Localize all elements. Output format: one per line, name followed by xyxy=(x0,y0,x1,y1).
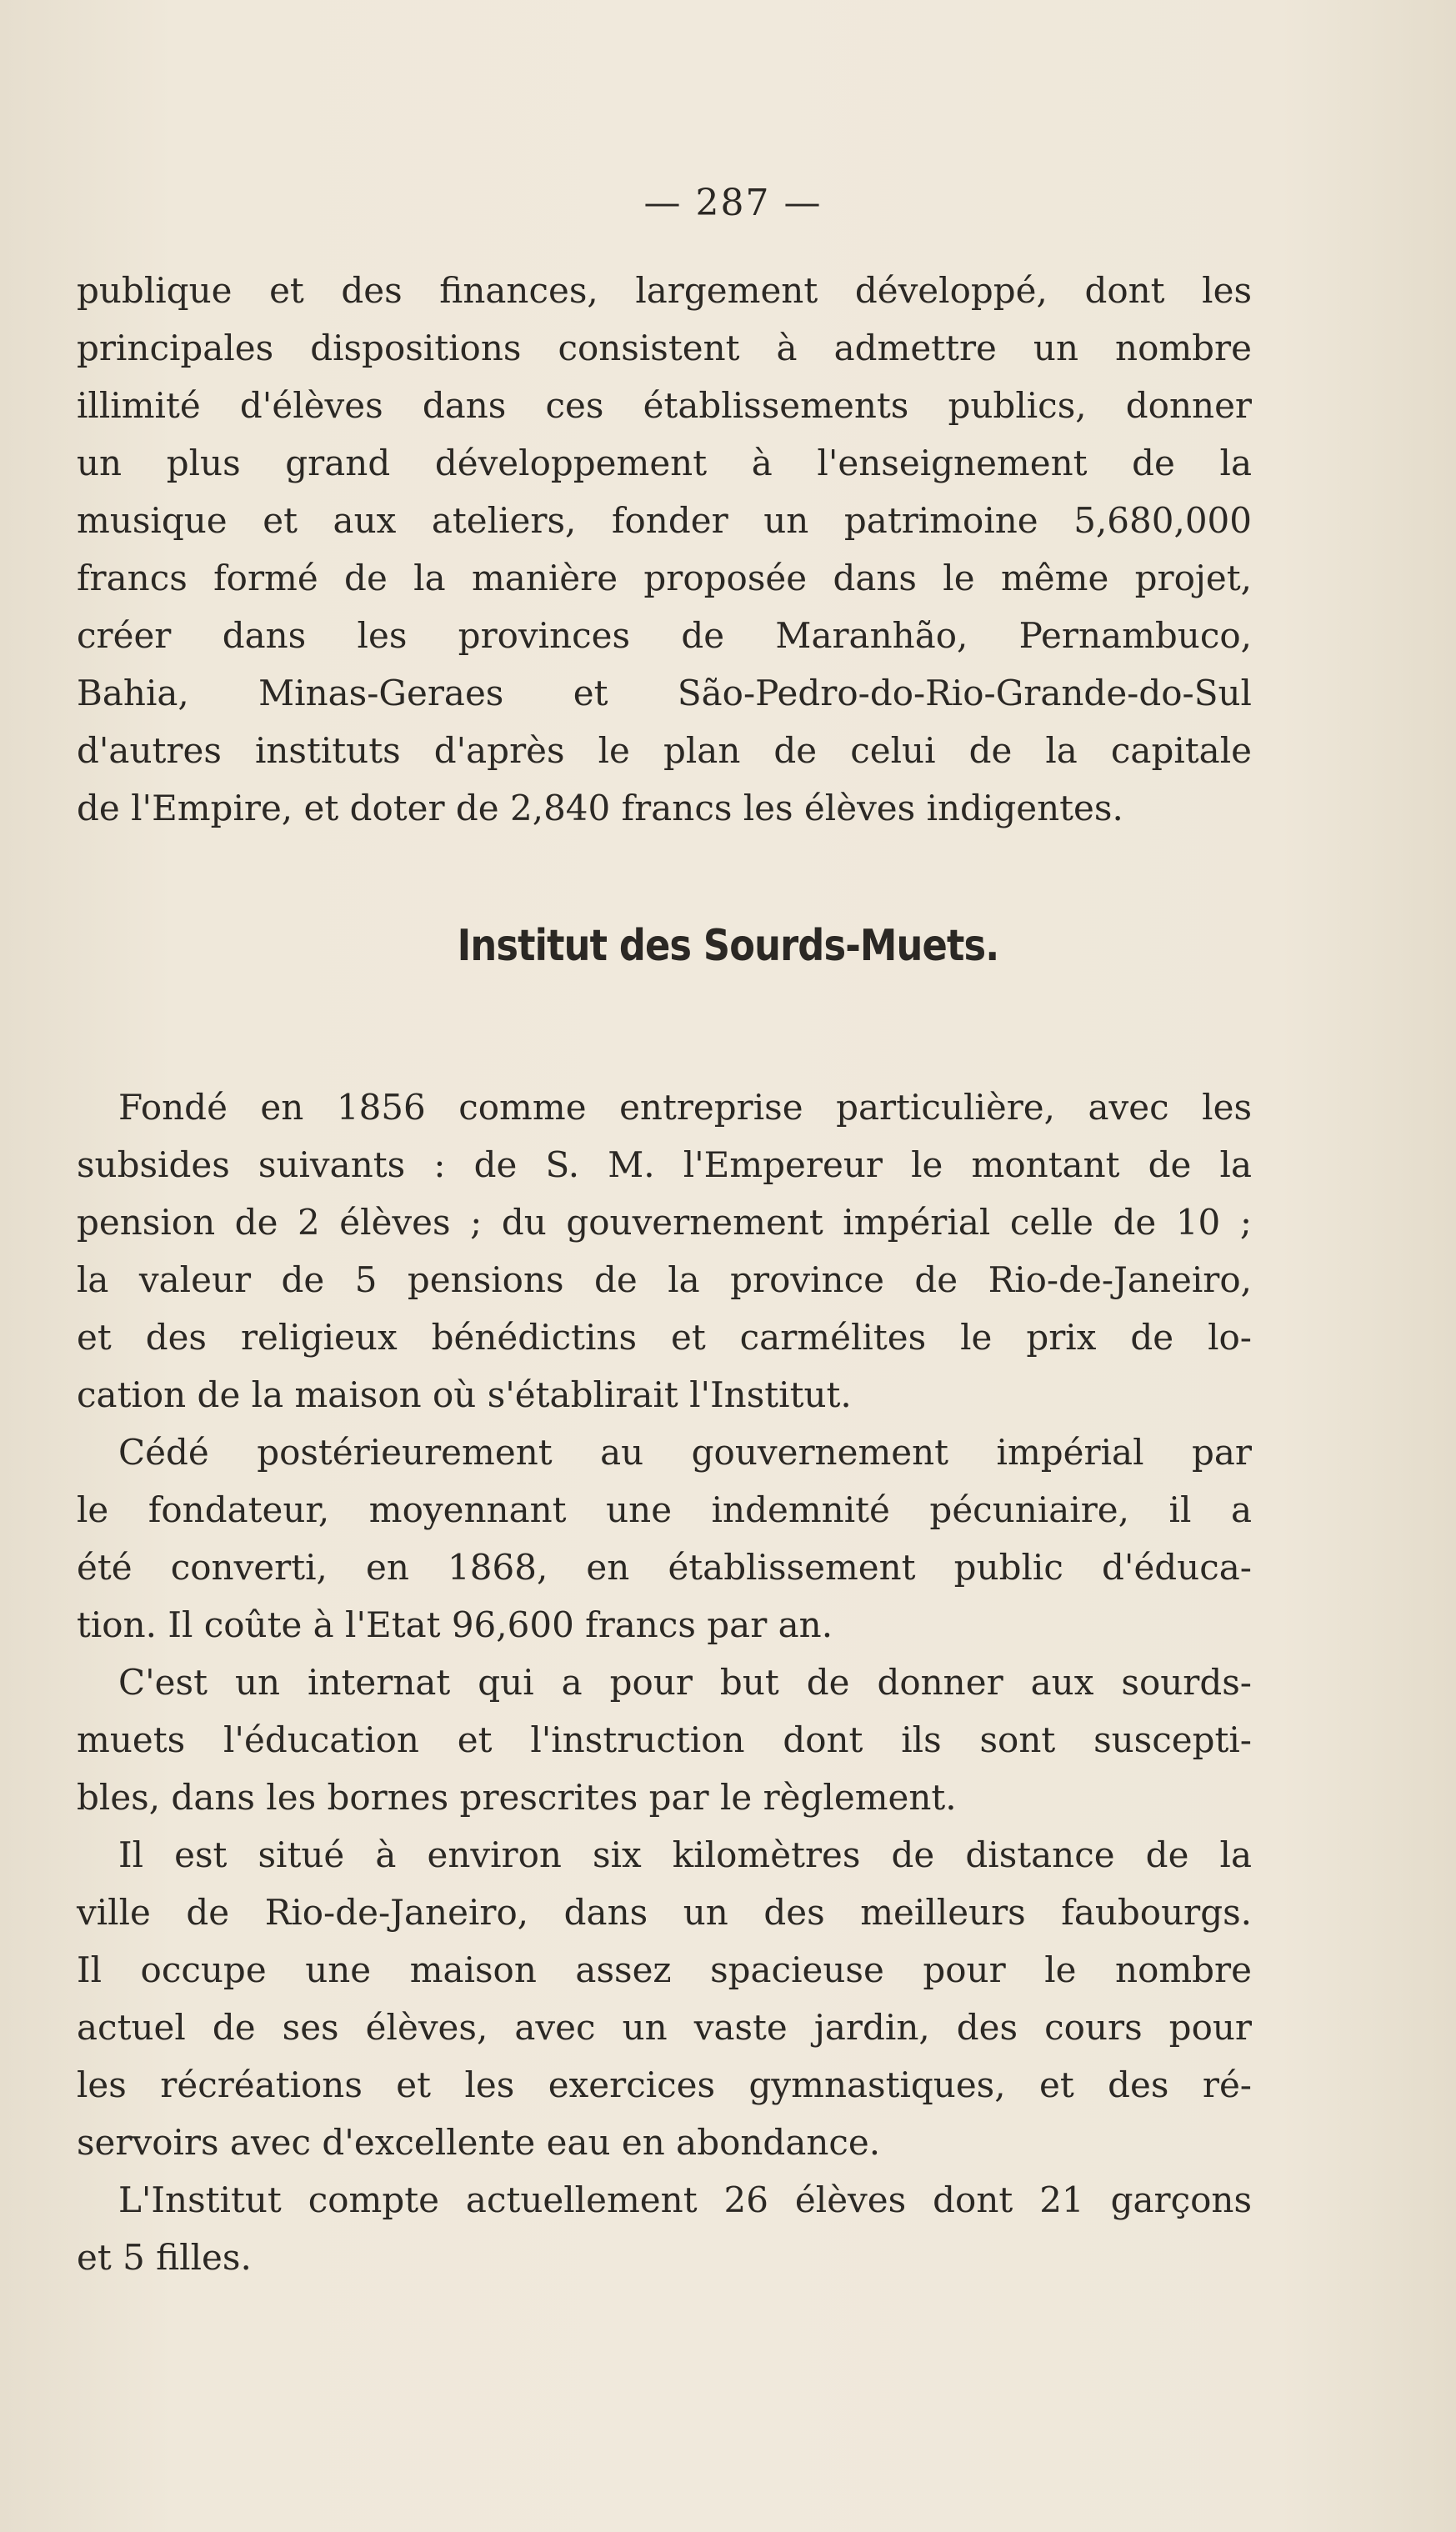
text-line: d'autres instituts d'après le plan de celui de la capitale xyxy=(77,730,1252,771)
intro-paragraph xyxy=(77,262,1252,837)
text-line: principales dispositions consistent à admettre un nombre xyxy=(77,328,1252,368)
text-line: un plus grand développement à l'enseignement de la xyxy=(77,443,1252,483)
text-line: muets l'éducation et l'instruction dont ils sont suscepti- xyxy=(77,1719,1252,1760)
section-body xyxy=(77,1078,1252,2286)
text-line: musique et aux ateliers, fonder un patrimoine 5,680,000 xyxy=(77,500,1252,541)
text-line: Cédé postérieurement au gouvernement impérial par xyxy=(118,1432,1252,1473)
text-line: L'Institut compte actuellement 26 élèves dont 21 garçons xyxy=(118,2179,1252,2220)
text-line: francs formé de la manière proposée dans le même projet, xyxy=(77,558,1252,598)
text-line: actuel de ses élèves, avec un vaste jardin, des cours pour xyxy=(77,2007,1252,2048)
text-line: le fondateur, moyennant une indemnité pécuniaire, il a xyxy=(77,1489,1252,1530)
text-line: cation de la maison où s'établirait l'Institut. xyxy=(77,1374,852,1415)
text-line: été converti, en 1868, en établissement public d'éduca- xyxy=(77,1547,1252,1588)
text-line: les récréations et les exercices gymnastiques, et des ré- xyxy=(77,2064,1252,2105)
page-number: — 287 — xyxy=(643,182,823,224)
section-heading: Institut des Sourds-Muets. xyxy=(457,921,999,971)
text-line: et des religieux bénédictins et carmélites le prix de lo- xyxy=(77,1317,1252,1358)
text-line: publique et des finances, largement développé, dont les xyxy=(77,270,1252,311)
text-line: servoirs avec d'excellente eau en abondance. xyxy=(77,2122,881,2163)
text-line: créer dans les provinces de Maranhão, Pernambuco, xyxy=(77,615,1252,656)
text-line: de l'Empire, et doter de 2,840 francs les élèves indigentes. xyxy=(77,788,1123,828)
text-line: Il est situé à environ six kilomètres de distance de la xyxy=(118,1834,1252,1875)
text-line: ville de Rio-de-Janeiro, dans un des meilleurs faubourgs. xyxy=(77,1892,1252,1933)
text-line: subsides suivants : de S. M. l'Empereur le montant de la xyxy=(77,1144,1252,1185)
text-line: Bahia, Minas-Geraes et São-Pedro-do-Rio-Grande-do-Sul xyxy=(77,673,1252,713)
text-line: tion. Il coûte à l'Etat 96,600 francs par an. xyxy=(77,1604,833,1645)
text-line: pension de 2 élèves ; du gouvernement impérial celle de 10 ; xyxy=(77,1202,1252,1243)
text-line: C'est un internat qui a pour but de donner aux sourds- xyxy=(118,1662,1252,1703)
text-line: Fondé en 1856 comme entreprise particulière, avec les xyxy=(118,1087,1252,1128)
text-line: Il occupe une maison assez spacieuse pour le nombre xyxy=(77,1949,1252,1990)
text-line: illimité d'élèves dans ces établissements publics, donner xyxy=(77,385,1252,426)
text-line: et 5 filles. xyxy=(77,2237,252,2278)
text-line: bles, dans les bornes prescrites par le règlement. xyxy=(77,1777,957,1818)
text-line: la valeur de 5 pensions de la province de Rio-de-Janeiro, xyxy=(77,1259,1252,1300)
